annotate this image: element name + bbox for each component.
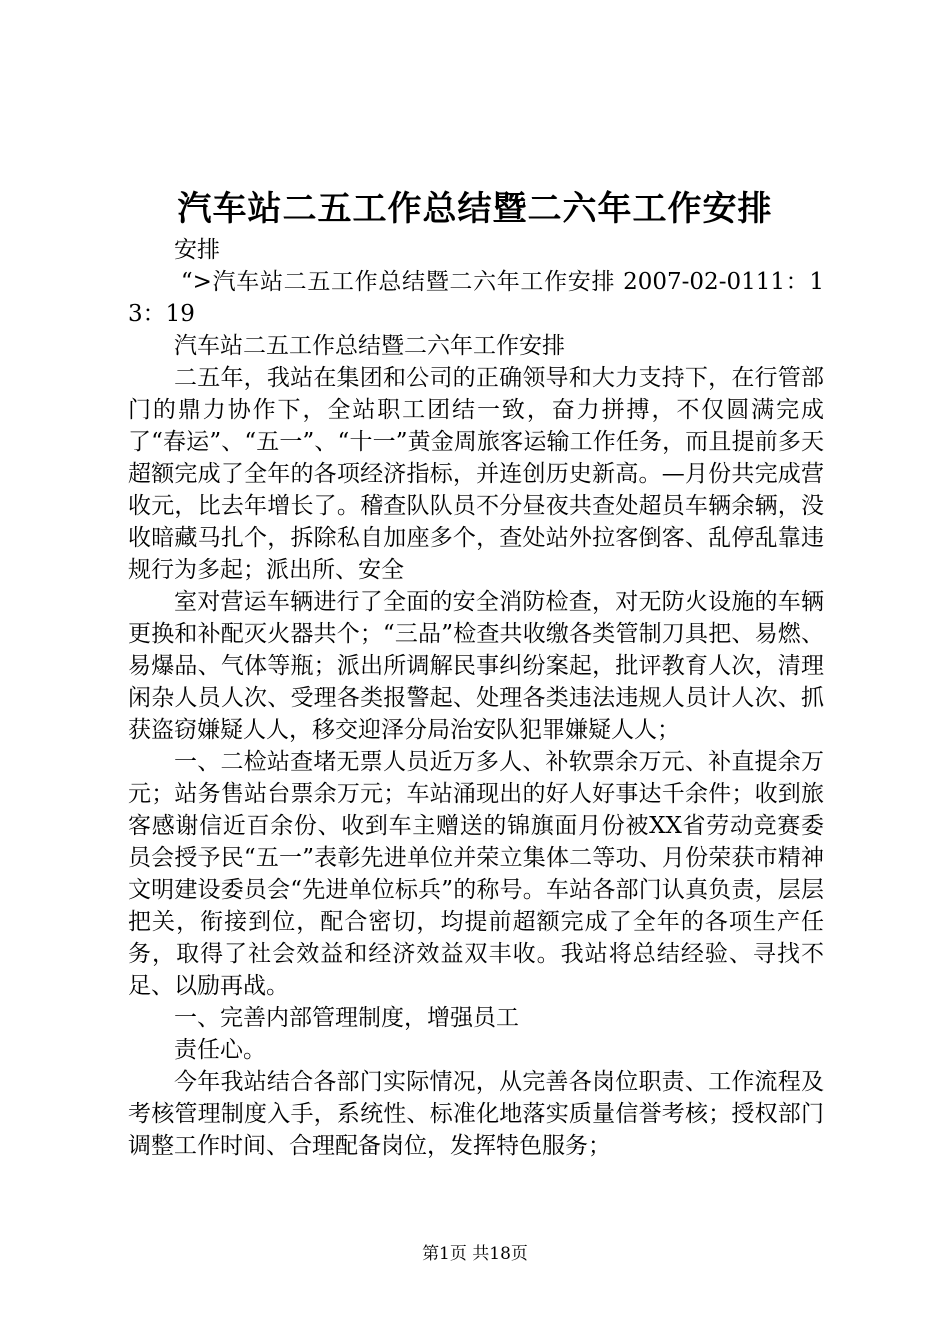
paragraph-section-heading: 一、完善内部管理制度，增强员工 (174, 1005, 519, 1031)
paragraph-intro: 二五年，我站在集团和公司的正确领导和大力支持下，在行管部门的鼎力协作下，全站职工团结一致，奋力拼搏，不仅圆满完成了“春运”、“五一”、“十一”黄金周旅客运输工作任务，而且提前多天超额完成了全年的各项经济指标，并连创历史新高。—月份共完成营收元，比去年增长了。稽查队队员不分昼夜共查处超员车辆余辆，没收暗藏马扎个，拆除私自加座多个，查处站外拉客倒客、乱停乱靠违规行为多起；派出所、安全 (128, 365, 824, 583)
page-number: 第1页 共18页 (422, 1244, 528, 1264)
paragraph-management: 今年我站结合各部门实际情况，从完善各岗位职责、工作流程及考核管理制度入手，系统性、标准化地落实质量信誉考核；授权部门调整工作时间、合理配备岗位，发挥特色服务； (128, 1069, 824, 1159)
document-title: 汽车站二五工作总结暨二六年工作安排 (177, 189, 773, 229)
paragraph-achievements: 一、二检站查堵无票人员近万多人、补软票余万元、补直提余万元；站务售站台票余万元；车站涌现出的好人好事达千余件；收到旅客感谢信近百余份、收到车主赠送的锦旗面月份被XX省劳动竞赛委员会授予民“五一”表彰先进单位并荣立集体二等功、月份荣获市精神文明建设委员会“先进单位标兵”的称号。车站各部门认真负责，层层把关，衔接到位，配合密切，均提前超额完成了全年的各项生产任务，取得了社会效益和经济效益双丰收。我站将总结经验、寻找不足、以励再战。 (128, 749, 824, 999)
paragraph-safety: 室对营运车辆进行了全面的安全消防检查，对无防火设施的车辆更换和补配灭火器共个；“三品”检查共收缴各类管制刀具把、易燃、易爆品、气体等瓶；派出所调解民事纠纷案起，批评教育人次，清理闲杂人员人次、受理各类报警起、处理各类违法违规人员计人次、抓获盗窃嫌疑人人，移交迎泽分局治安队犯罪嫌疑人人； (128, 589, 824, 743)
paragraph-subtitle: 安排 (174, 237, 220, 263)
paragraph-section-heading-cont: 责任心。 (174, 1037, 266, 1063)
paragraph-heading: 汽车站二五工作总结暨二六年工作安排 (174, 333, 565, 359)
paragraph-meta: “>汽车站二五工作总结暨二六年工作安排 2007-02-0111：13：19 (128, 269, 824, 327)
document-body (128, 234, 824, 1162)
